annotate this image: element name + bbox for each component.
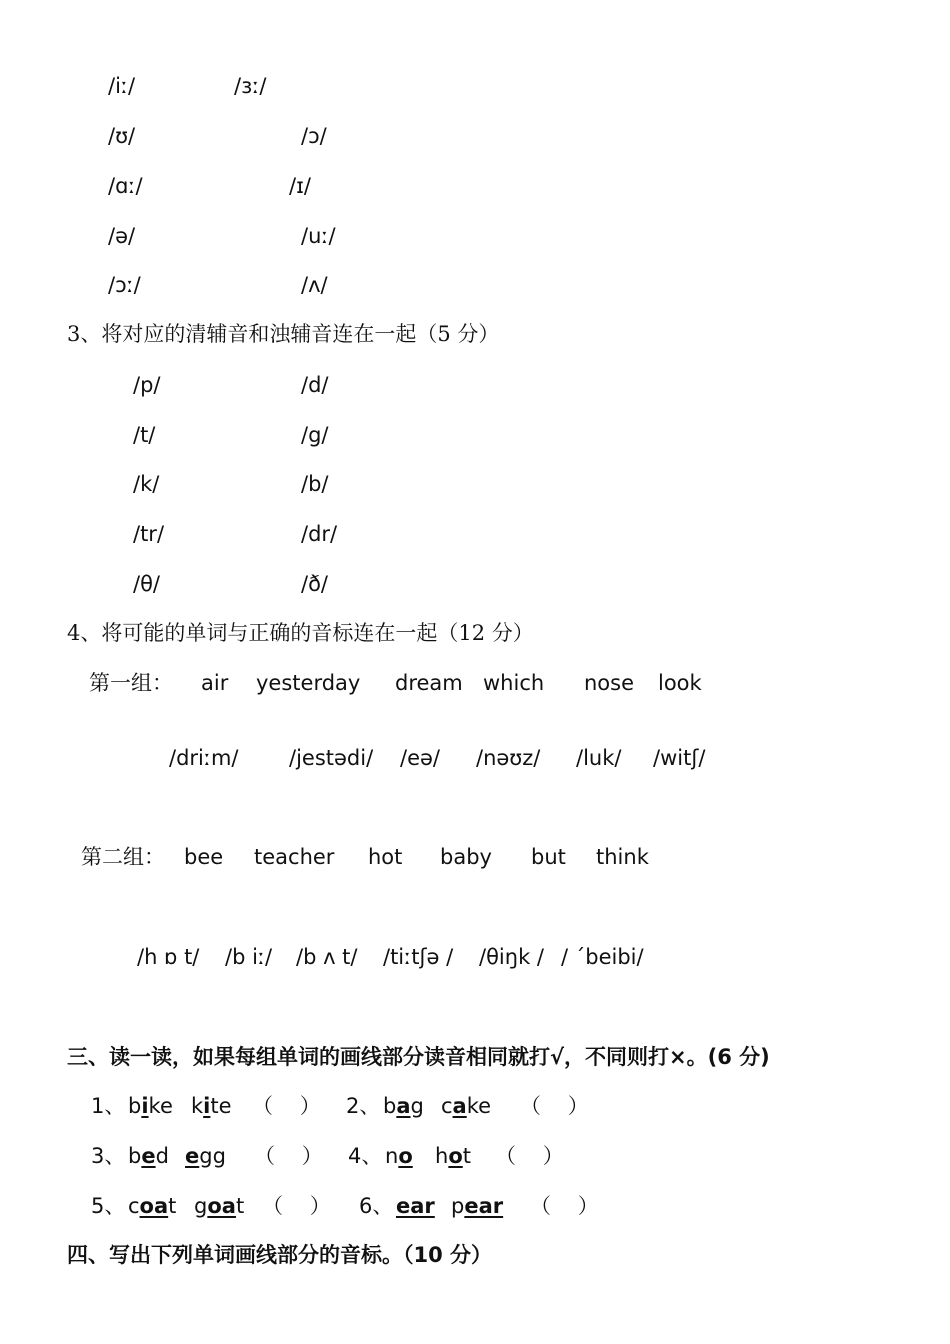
consonant-5-right: /ð/ (301, 572, 328, 596)
item-3-word-2: egg (185, 1144, 226, 1168)
group-1-word: air (201, 671, 229, 695)
underlined-part: a (396, 1094, 411, 1118)
vowel-3-right: /ɪ/ (289, 174, 311, 198)
consonant-5-left: /θ/ (133, 572, 160, 596)
group-2-phonetic: /tiːtʃə / (383, 945, 454, 969)
vowel-5-right: /ʌ/ (301, 273, 328, 297)
consonant-1-right: /d/ (301, 373, 329, 397)
underlined-part: i (203, 1094, 211, 1118)
vowel-1-left: /iː/ (108, 74, 136, 98)
group-2-word: bee (184, 845, 224, 869)
item-3-answer-blank[interactable]: （ ） (254, 1144, 323, 1168)
consonant-3-left: /k/ (133, 472, 160, 496)
group-2-label: 第二组： (81, 845, 165, 869)
group-2-word: but (531, 845, 566, 869)
group-2-phonetic: /b iː/ (225, 945, 273, 969)
vowel-4-right: /uː/ (301, 224, 336, 248)
section-4-title: 4、将可能的单词与正确的音标连在一起（12 分） (67, 621, 534, 645)
item-4-number: 4、 (348, 1144, 383, 1168)
underlined-part: e (185, 1144, 200, 1168)
item-2-number: 2、 (346, 1094, 381, 1118)
item-1-word-1: bike (128, 1094, 173, 1118)
part-4-title: 四、写出下列单词画线部分的音标。（10 分） (67, 1243, 493, 1267)
vowel-4-left: /ə/ (108, 224, 136, 248)
item-5-answer-blank[interactable]: （ ） (262, 1194, 331, 1218)
group-2-phonetic: /θiŋk / (479, 945, 544, 969)
group-2-word: think (596, 845, 649, 869)
vowel-2-left: /ʊ/ (108, 124, 136, 148)
group-1-phonetic: /jestədi/ (289, 746, 374, 770)
underlined-part: ear (396, 1194, 435, 1218)
underlined-part: a (452, 1094, 467, 1118)
part-3-title: 三、读一读，如果每组单词的画线部分读音相同就打√，不同则打×。(6 分) (67, 1045, 770, 1069)
group-2-word: baby (440, 845, 492, 869)
item-4-word-1: no (385, 1144, 413, 1168)
item-2-word-2: cake (441, 1094, 492, 1118)
vowel-1-right: /ɜː/ (234, 74, 267, 98)
group-1-phonetic: /eə/ (400, 746, 440, 770)
item-4-answer-blank[interactable]: （ ） (495, 1144, 564, 1168)
item-2-word-1: bag (383, 1094, 424, 1118)
consonant-1-left: /p/ (133, 373, 161, 397)
group-1-phonetic: /luk/ (576, 746, 622, 770)
group-2-phonetic: /h ɒ t/ (137, 945, 200, 969)
item-1-answer-blank[interactable]: （ ） (252, 1094, 321, 1118)
underlined-part: o (448, 1144, 463, 1168)
underlined-part: ear (464, 1194, 504, 1218)
consonant-2-left: /t/ (133, 423, 156, 447)
item-5-word-2: goat (194, 1194, 245, 1218)
item-1-word-2: kite (191, 1094, 232, 1118)
underlined-part: oa (139, 1194, 169, 1218)
underlined-part: i (141, 1094, 149, 1118)
vowel-2-right: /ɔ/ (301, 124, 327, 148)
underlined-part: oa (207, 1194, 236, 1218)
group-1-phonetic: /witʃ/ (653, 746, 706, 770)
consonant-4-right: /dr/ (301, 522, 338, 546)
item-5-number: 5、 (91, 1194, 126, 1218)
consonant-2-right: /g/ (301, 423, 329, 447)
group-1-label: 第一组： (89, 671, 173, 695)
underlined-part: o (398, 1144, 413, 1168)
group-1-phonetic: /driːm/ (169, 746, 239, 770)
group-1-word: nose (584, 671, 635, 695)
item-3-number: 3、 (91, 1144, 126, 1168)
consonant-3-right: /b/ (301, 472, 329, 496)
item-4-word-2: hot (435, 1144, 471, 1168)
group-1-word: yesterday (256, 671, 361, 695)
item-1-number: 1、 (91, 1094, 126, 1118)
group-1-word: which (483, 671, 545, 695)
group-1-word: dream (395, 671, 463, 695)
group-2-phonetic: / ˊbeibi/ (561, 945, 644, 969)
section-3-title: 3、将对应的清辅音和浊辅音连在一起（5 分） (67, 322, 500, 346)
consonant-4-left: /tr/ (133, 522, 165, 546)
item-2-answer-blank[interactable]: （ ） (520, 1094, 589, 1118)
item-6-word-1 (396, 1196, 435, 1217)
vowel-5-left: /ɔː/ (108, 273, 141, 297)
vowel-3-left: /ɑː/ (108, 174, 143, 198)
group-1-phonetic: /nəʊz/ (476, 746, 541, 770)
item-3-word-1: bed (128, 1144, 169, 1168)
group-2-word: hot (368, 845, 403, 869)
item-6-number: 6、 (359, 1194, 394, 1218)
underlined-part: e (141, 1144, 156, 1168)
group-1-word: look (658, 671, 702, 695)
group-2-phonetic: /b ʌ t/ (296, 945, 358, 969)
item-6-word-2: pear (451, 1194, 504, 1218)
group-2-word: teacher (254, 845, 335, 869)
item-6-answer-blank[interactable]: （ ） (530, 1194, 599, 1218)
item-5-word-1: coat (128, 1194, 177, 1218)
